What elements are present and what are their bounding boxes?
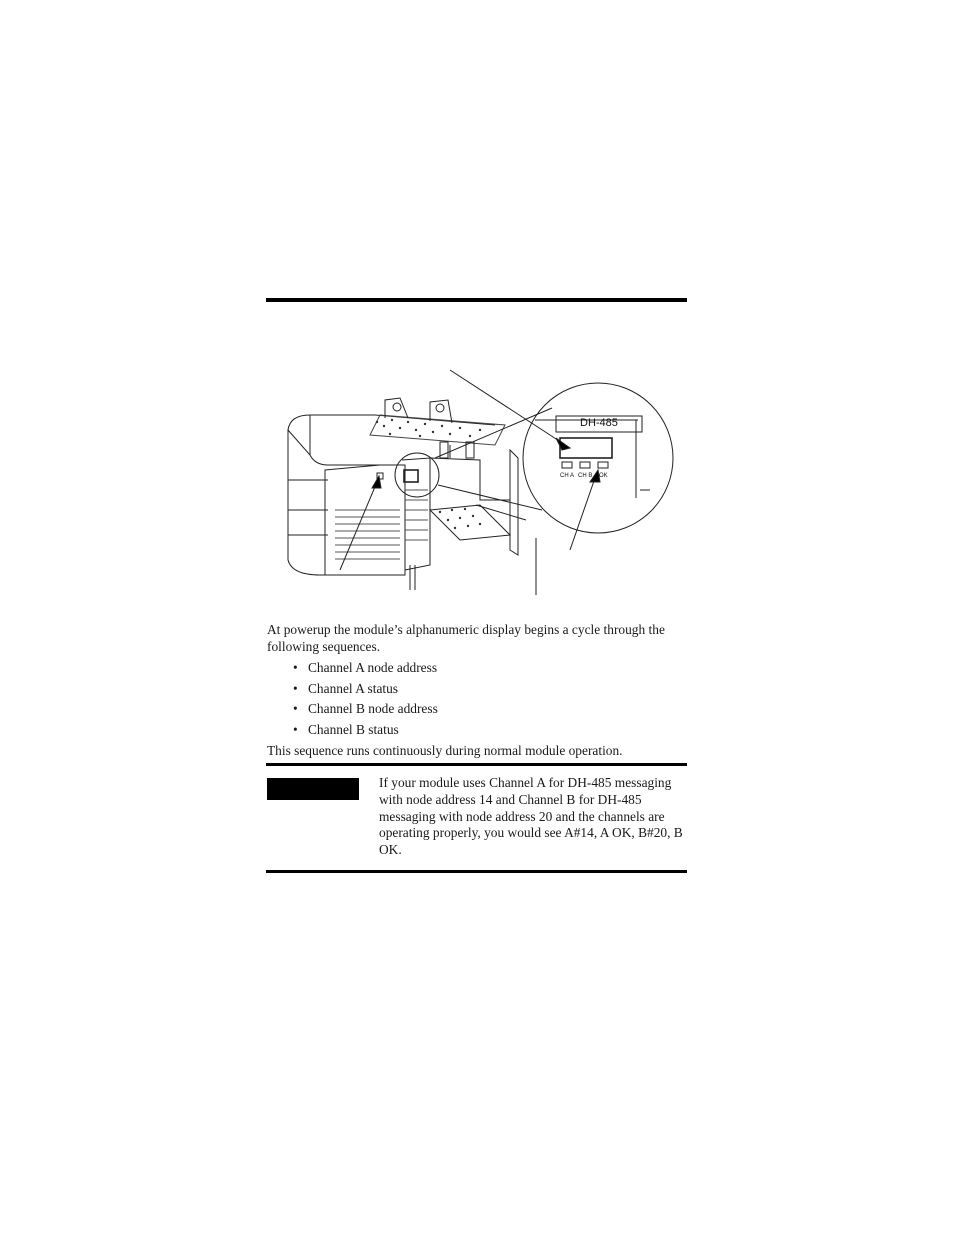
list-item-text: Channel B node address [308,701,438,716]
example-text: If your module uses Channel A for DH-485 messaging with node address 14 and Channel B for DH-485 messaging with node address 20 and the channels are operating properly, you would see A#14, A OK, B#20, B OK. [379,775,683,858]
list-item-text: Channel B status [308,721,399,737]
intro-paragraph: At powerup the module’s alphanumeric display begins a cycle through the following sequences. [267,622,665,654]
list-item-text: Channel A node address [308,660,438,675]
bullet-icon: • [293,721,298,737]
led-label-ch-b: CH B [578,473,593,479]
sequence-list [293,660,438,742]
led-ok [598,462,608,468]
list-item [293,701,438,722]
list-item [293,681,438,702]
module-illustration [280,360,690,595]
display-label: DH-485 [580,417,618,429]
list-item [293,660,438,681]
example-top-rule [266,763,687,766]
closing-paragraph: This sequence runs continuously during normal module operation. [267,743,623,758]
list-item-text: Channel A status [308,680,399,696]
bullet-icon: • [293,701,298,716]
bullet-icon: • [293,660,298,675]
module-display-small [404,470,418,482]
list-item [293,722,438,743]
bullet-icon: • [293,680,298,696]
led-label-ok: OK [599,473,608,479]
example-bottom-rule [266,870,687,873]
led-ch-a [562,462,572,468]
top-rule [266,298,687,302]
example-label-box [267,778,359,800]
chassis-body [288,430,405,575]
led-label-ch-a: CH A [560,473,575,479]
led-ch-b [580,462,590,468]
